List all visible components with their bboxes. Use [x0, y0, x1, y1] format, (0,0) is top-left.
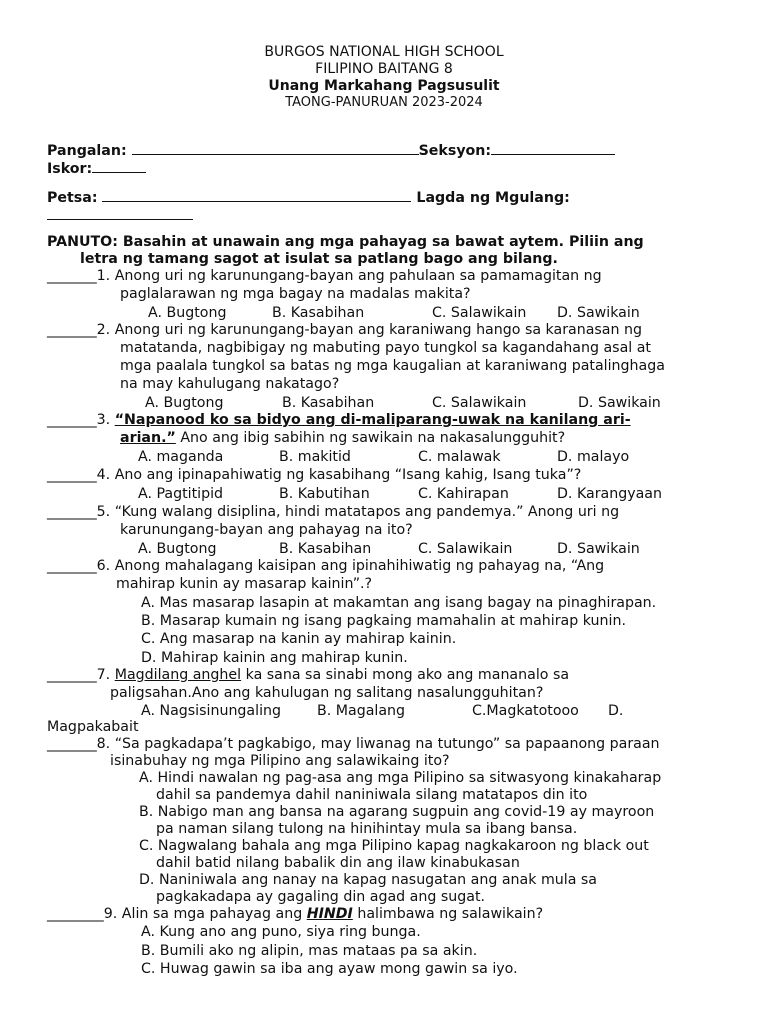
- answer-blank[interactable]: _______: [47, 467, 97, 483]
- q7-option-b: B. Magalang: [317, 703, 406, 719]
- question-2-line-3: mga paalala tungkol sa batas ng mga kaugalian at karaniwang patalinghaga: [120, 358, 665, 374]
- q8-option-a: A. Hindi nawalan ng pag-asa ang mga Pilipino sa sitwasyong kinakaharap: [139, 770, 662, 786]
- question-2-line-4: na may kahulugang nakatago?: [120, 376, 340, 392]
- q2-option-a: A. Bugtong: [145, 395, 224, 411]
- q7-option-c: C.Magkatotooo: [472, 703, 579, 719]
- question-3-line-2: [120, 430, 565, 447]
- name-label: Pangalan:: [47, 143, 127, 159]
- question-6-line-2: mahirap kunin ay masarap kainin”.?: [116, 576, 373, 592]
- q2-option-d: D. Sawikain: [578, 395, 661, 411]
- date-label: Petsa:: [47, 190, 98, 206]
- question-1: [47, 268, 602, 285]
- q9-option-c: C. Huwag gawin sa iba ang ayaw mong gawin sa iyo.: [141, 961, 518, 977]
- date-row: [47, 188, 570, 207]
- answer-blank[interactable]: _______: [47, 504, 97, 520]
- question-7: [47, 667, 569, 684]
- school-year: TAONG-PANURUAN 2023-2024: [285, 95, 483, 110]
- question-9: [47, 906, 543, 923]
- score-field[interactable]: [92, 159, 146, 173]
- answer-blank[interactable]: _______: [47, 322, 97, 338]
- q8-option-d-continued: pagkakadapa ay gagaling din agad ang sugat.: [156, 889, 486, 905]
- name-row: [47, 141, 615, 160]
- signature-row: [47, 206, 193, 225]
- exam-title: Unang Markahang Pagsusulit: [268, 78, 500, 94]
- q6-option-a: A. Mas masarap lasapin at makamtan ang isang bagay na pinaghirapan.: [141, 595, 657, 611]
- q7-option-d: D.: [608, 703, 624, 719]
- question-8-line-1: 8. “Sa pagkadapa’t pagkabigo, may liwanag na tutungo” sa papaanong paraan: [96, 736, 660, 752]
- question-4-line-1: 4. Ano ang ipinapahiwatig ng kasabihang “Isang kahig, Isang tuka”?: [96, 467, 582, 483]
- question-3-quote-2: arian.”: [120, 430, 176, 446]
- question-5-line-2: karunungang-bayan ang pahayag na ito?: [120, 522, 413, 538]
- answer-blank[interactable]: _______: [47, 558, 97, 574]
- question-6: [47, 558, 604, 575]
- question-6-line-1: 6. Anong mahalagang kaisipan ang ipinahihiwatig ng pahayag na, “Ang: [96, 558, 605, 574]
- q3-option-a: A. maganda: [138, 449, 224, 465]
- question-9-emphasis: HINDI: [306, 906, 353, 922]
- q8-option-b-continued: pa naman silang tulong na hinihintay mula sa ibang bansa.: [156, 821, 578, 837]
- q8-option-c: C. Nagwalang bahala ang mga Pilipino kapag nagkakaroon ng black out: [139, 838, 649, 854]
- score-label: Iskor:: [47, 161, 93, 177]
- q5-option-b: B. Kasabihan: [279, 541, 372, 557]
- signature-field[interactable]: [47, 206, 193, 220]
- question-7-underlined: Magdilang anghel: [114, 667, 242, 683]
- q9-option-b: B. Bumili ako ng alipin, mas mataas pa sa akin.: [141, 943, 478, 959]
- q3-option-c: C. malawak: [418, 449, 501, 465]
- q5-option-c: C. Salawikain: [418, 541, 513, 557]
- q8-option-b: B. Nabigo man ang bansa na agarang sugpuin ang covid-19 ay mayroon: [139, 804, 655, 820]
- q1-option-b: B. Kasabihan: [272, 305, 365, 321]
- section-label: Seksyon:: [418, 143, 492, 159]
- q8-option-d: D. Naniniwala ang nanay na kapag nasugatan ang anak mula sa: [139, 872, 597, 888]
- answer-blank[interactable]: _______: [47, 268, 97, 284]
- q8-option-a-continued: dahil sa pandemya dahil naniniwala silang matatapos din ito: [156, 787, 588, 803]
- q6-option-c: C. Ang masarap na kanin ay mahirap kainin.: [141, 631, 457, 647]
- q8-option-c-continued: dahil batid nilang babalik din ang ilaw kinabukasan: [156, 855, 520, 871]
- score-row: [47, 159, 146, 178]
- instructions-line-1: PANUTO: Basahin at unawain ang mga pahayag sa bawat aytem. Piliin ang: [47, 234, 644, 250]
- question-1-line-1: 1. Anong uri ng karunungang-bayan ang pahulaan sa pamamagitan ng: [96, 268, 602, 284]
- q5-option-a: A. Bugtong: [138, 541, 217, 557]
- question-7-rest: ka sana sa sinabi mong ako ang mananalo sa: [241, 667, 570, 683]
- q1-option-c: C. Salawikain: [432, 305, 527, 321]
- q7-option-a: A. Nagsisinungaling: [141, 703, 282, 719]
- answer-blank[interactable]: _______: [47, 736, 97, 752]
- question-4: [47, 467, 581, 484]
- q4-option-b: B. Kabutihan: [279, 486, 370, 502]
- q3-option-d: D. malayo: [557, 449, 630, 465]
- question-1-line-2: paglalarawan ng mga bagay na madalas makita?: [120, 286, 471, 302]
- question-7-line-2: paligsahan.Ano ang kahulugan ng salitang nasalungguhitan?: [110, 685, 544, 701]
- q6-option-d: D. Mahirap kainin ang mahirap kunin.: [141, 650, 408, 666]
- question-2-line-1: 2. Anong uri ng karunungang-bayan ang karaniwang hango sa karanasan ng: [96, 322, 642, 338]
- signature-label: Lagda ng Mgulang:: [416, 190, 570, 206]
- q2-option-c: C. Salawikain: [432, 395, 527, 411]
- name-field[interactable]: [132, 141, 419, 155]
- question-3-quote-1: “Napanood ko sa bidyo ang di-maliparang-uwak na kanilang ari-: [114, 412, 631, 428]
- answer-blank[interactable]: _______: [47, 667, 97, 683]
- question-3: [47, 412, 631, 429]
- question-8-line-2: isinabuhay ng mga Pilipino ang salawikaing ito?: [110, 753, 450, 769]
- question-8: [47, 736, 660, 753]
- question-2: [47, 322, 642, 339]
- school-name: BURGOS NATIONAL HIGH SCHOOL: [264, 44, 504, 60]
- question-2-line-2: matatanda, nagbibigay ng mabuting payo tungkol sa kagandahang asal at: [120, 340, 651, 356]
- q3-option-b: B. makitid: [279, 449, 351, 465]
- answer-blank[interactable]: _______: [47, 412, 97, 428]
- q4-option-c: C. Kahirapan: [418, 486, 509, 502]
- subject-title: FILIPINO BAITANG 8: [315, 61, 453, 77]
- q6-option-b: B. Masarap kumain ng isang pagkaing mamahalin at mahirap kunin.: [141, 613, 626, 629]
- question-9-number: 9. Alin sa mga pahayag ang: [103, 906, 307, 922]
- q5-option-d: D. Sawikain: [557, 541, 640, 557]
- q2-option-b: B. Kasabihan: [282, 395, 375, 411]
- instructions-line-2: letra ng tamang sagot at isulat sa patlang bago ang bilang.: [80, 251, 558, 267]
- question-7-number: 7.: [96, 667, 115, 683]
- question-3-number: 3.: [96, 412, 115, 428]
- question-3-rest: Ano ang ibig sabihin ng sawikain na nakasalungguhit?: [175, 430, 566, 446]
- q1-option-d: D. Sawikain: [557, 305, 640, 321]
- question-9-rest: halimbawa ng salawikain?: [352, 906, 544, 922]
- q1-option-a: A. Bugtong: [148, 305, 227, 321]
- section-field[interactable]: [491, 141, 615, 155]
- q9-option-a: A. Kung ano ang puno, siya ring bunga.: [141, 924, 421, 940]
- q4-option-a: A. Pagtitipid: [138, 486, 224, 502]
- date-field[interactable]: [102, 188, 411, 202]
- q7-option-d-continued: Magpakabait: [47, 719, 139, 735]
- question-5-line-1: 5. “Kung walang disiplina, hindi matatapos ang pandemya.” Anong uri ng: [96, 504, 620, 520]
- q4-option-d: D. Karangyaan: [557, 486, 662, 502]
- answer-blank[interactable]: ________: [47, 906, 104, 922]
- question-5: [47, 504, 619, 521]
